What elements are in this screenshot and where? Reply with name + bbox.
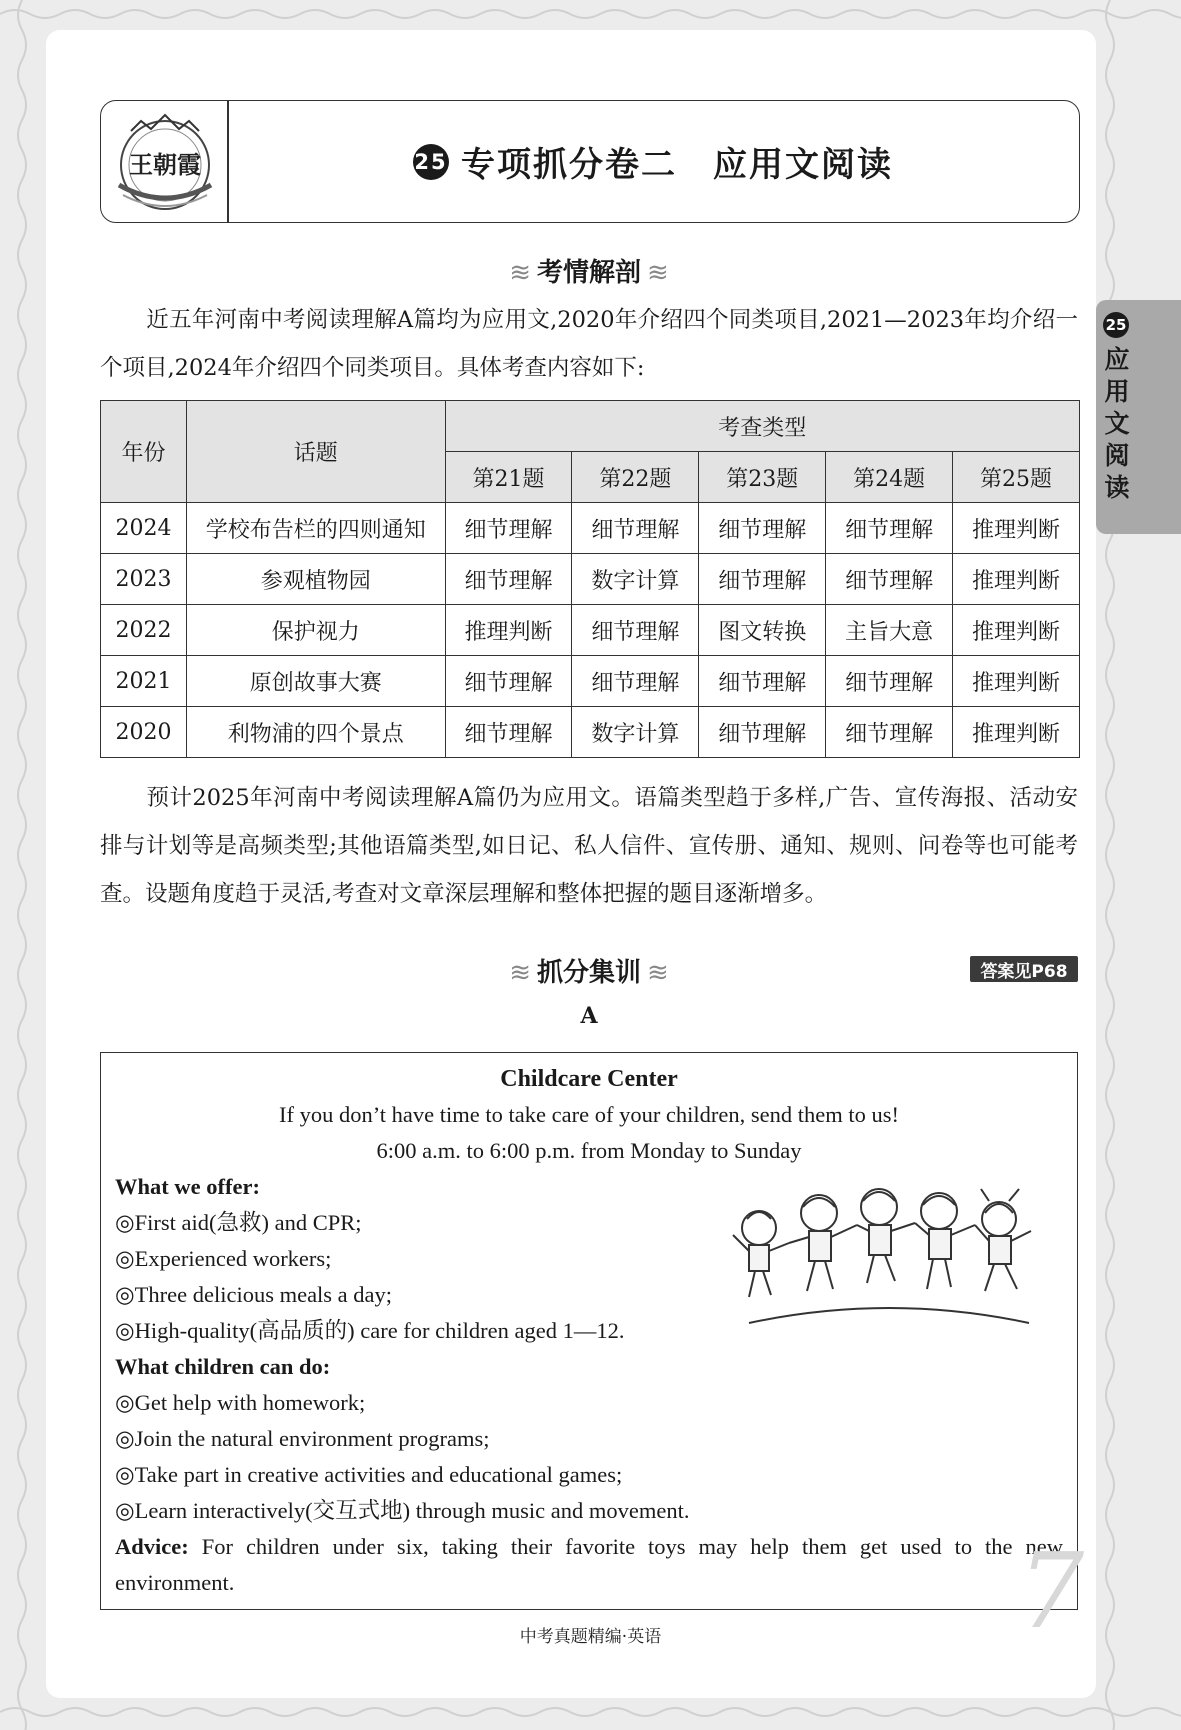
cell-type: 细节理解 — [826, 656, 953, 707]
cell-type: 细节理解 — [826, 503, 953, 554]
analysis-intro — [100, 296, 1078, 392]
cell-year: 2022 — [101, 605, 187, 656]
col-header-q23: 第23题 — [699, 452, 826, 503]
title-number-badge: 25 — [413, 144, 449, 180]
cell-topic: 利物浦的四个景点 — [186, 707, 445, 758]
cell-type: 数字计算 — [572, 554, 699, 605]
cell-type: 细节理解 — [699, 554, 826, 605]
cell-year: 2020 — [101, 707, 187, 758]
cell-type: 细节理解 — [699, 503, 826, 554]
cell-type: 细节理解 — [826, 554, 953, 605]
cell-year: 2023 — [101, 554, 187, 605]
childcare-notice — [100, 1052, 1078, 1610]
cell-type: 细节理解 — [699, 656, 826, 707]
cell-year: 2021 — [101, 656, 187, 707]
list-item: ◎Get help with homework; — [115, 1390, 366, 1415]
cell-type: 推理判断 — [953, 605, 1080, 656]
cell-type: 细节理解 — [826, 707, 953, 758]
cell-type: 推理判断 — [953, 503, 1080, 554]
cell-topic: 参观植物园 — [186, 554, 445, 605]
analysis-forecast-text: 预计2025年河南中考阅读理解A篇仍为应用文。语篇类型趋于多样,广告、宣传海报、活动安排与计划等是高频类型;其他语篇类型,如日记、私人信件、宣传册、通知、规则、问卷等也可能考查。设题角度趋于灵活,考查对文章深层理解和整体把握的题目逐渐增多。 — [100, 785, 1078, 907]
title-part-2: 应用文阅读 — [713, 145, 893, 185]
list-item: ◎Three delicious meals a day; — [115, 1282, 393, 1307]
table-row — [101, 707, 1080, 758]
can-do-heading: What children can do: — [115, 1354, 331, 1379]
cell-topic: 学校布告栏的四则通知 — [186, 503, 445, 554]
header-banner — [100, 100, 1080, 223]
cell-type: 主旨大意 — [826, 605, 953, 656]
col-header-q24: 第24题 — [826, 452, 953, 503]
cell-topic: 保护视力 — [186, 605, 445, 656]
list-item: ◎Experienced workers; — [115, 1246, 332, 1271]
col-header-year: 年份 — [101, 401, 187, 503]
cell-type: 推理判断 — [953, 707, 1080, 758]
title-part-1: 专项抓分卷二 — [461, 145, 677, 185]
list-item: ◎First aid(急救) and CPR; — [115, 1210, 362, 1235]
cell-type: 细节理解 — [572, 605, 699, 656]
col-header-q22: 第22题 — [572, 452, 699, 503]
analysis-intro-text: 近五年河南中考阅读理解A篇均为应用文,2020年介绍四个同类项目,2021—2023年均介绍一个项目,2024年介绍四个同类项目。具体考查内容如下: — [100, 307, 1078, 381]
notice-hours: 6:00 a.m. to 6:00 p.m. from Monday to Sunday — [376, 1138, 802, 1163]
table-row — [101, 656, 1080, 707]
list-item: ◎Take part in creative activities and educational games; — [115, 1462, 623, 1487]
cell-type: 推理判断 — [953, 554, 1080, 605]
side-tab-number: 25 — [1103, 312, 1129, 338]
list-item: ◎Learn interactively(交互式地) through music and movement. — [115, 1498, 690, 1523]
list-item: ◎High-quality(高品质的) care for children aged 1—12. — [115, 1318, 625, 1343]
passage-letter: A — [580, 1003, 598, 1029]
answer-reference-badge: 答案见P68 — [970, 956, 1078, 982]
wave-icon: ≋ — [647, 958, 669, 988]
table-row — [101, 503, 1080, 554]
cell-topic: 原创故事大赛 — [186, 656, 445, 707]
analysis-forecast — [100, 774, 1078, 918]
cell-type: 细节理解 — [572, 503, 699, 554]
cell-type: 细节理解 — [445, 503, 572, 554]
cell-type: 细节理解 — [572, 656, 699, 707]
table-row — [101, 554, 1080, 605]
col-header-q21: 第21题 — [445, 452, 572, 503]
list-item: ◎Join the natural environment programs; — [115, 1426, 490, 1451]
wave-icon: ≋ — [509, 258, 531, 288]
page-footer: 中考真题精编·英语 — [519, 1627, 662, 1647]
page-title — [227, 101, 1079, 222]
notice-advice — [115, 1529, 1063, 1601]
svg-text:王朝霞: 王朝霞 — [129, 150, 201, 179]
cell-type: 细节理解 — [445, 707, 572, 758]
advice-text: For children under six, taking their favorite toys may help them get used to the new environment. — [115, 1534, 1064, 1595]
table-row — [101, 605, 1080, 656]
col-header-topic: 话题 — [186, 401, 445, 503]
notice-title: Childcare Center — [500, 1066, 678, 1092]
advice-label: Advice: — [115, 1534, 189, 1559]
publisher-logo-icon — [111, 107, 219, 215]
col-header-type: 考查类型 — [445, 401, 1079, 452]
cell-type: 细节理解 — [445, 656, 572, 707]
cell-type: 图文转换 — [699, 605, 826, 656]
col-header-q25: 第25题 — [953, 452, 1080, 503]
analysis-heading — [100, 252, 1078, 289]
training-heading-text: 抓分集训 — [536, 958, 641, 988]
cell-year: 2024 — [101, 503, 187, 554]
page-number-watermark: 7 — [1018, 1530, 1085, 1652]
side-tab-label: 应用文阅读 — [1104, 345, 1130, 502]
analysis-heading-text: 考情解剖 — [536, 258, 641, 288]
wave-icon: ≋ — [647, 258, 669, 288]
cell-type: 数字计算 — [572, 707, 699, 758]
notice-subtitle: If you don’t have time to take care of your children, send them to us! — [278, 1102, 900, 1127]
training-heading — [100, 952, 1078, 989]
cell-type: 推理判断 — [953, 656, 1080, 707]
cell-type: 细节理解 — [445, 554, 572, 605]
wave-icon: ≋ — [509, 958, 531, 988]
offer-heading: What we offer: — [115, 1174, 260, 1199]
children-illustration-icon — [719, 1173, 1059, 1333]
cell-type: 推理判断 — [445, 605, 572, 656]
cell-type: 细节理解 — [699, 707, 826, 758]
exam-analysis-table — [100, 400, 1080, 758]
